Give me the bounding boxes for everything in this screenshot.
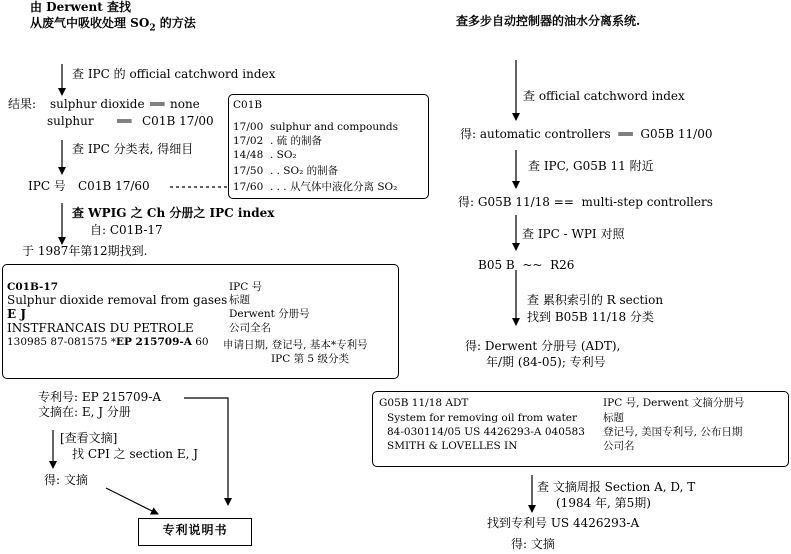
right-step4a: 查 累积索引的 R section	[527, 293, 664, 307]
c01b-box-title: C01B	[233, 99, 263, 111]
patent-specification-box	[138, 518, 252, 546]
adt-line4: SMITH & LOVELLES IN	[387, 440, 518, 452]
ipc-value: C01B 17/60	[78, 179, 150, 193]
result1-eq-b: ══	[117, 114, 132, 128]
right-step2: 查 IPC, G05B 11 附近	[528, 159, 654, 173]
right-get-abstract: 得: 文摘	[511, 537, 555, 551]
left-step2: 查 IPC 分类表, 得细目	[72, 142, 194, 156]
left-title-line2: 从废气中吸收处理 $SO_2$ 的方法	[30, 16, 196, 34]
c01b-row: 17/00 sulphur and compounds	[233, 121, 398, 133]
left-get-abstract: 得: 文摘	[44, 473, 88, 487]
patent-specification-label: 专利说明书	[162, 523, 228, 537]
record-line2: Sulphur dioxide removal from gases	[7, 293, 228, 307]
record-ann4: 公司全名	[229, 322, 271, 334]
right-step5a: 查 文摘周报 Section A, D, T	[537, 480, 696, 494]
record-ann3: Derwent 分册号	[229, 308, 310, 320]
c01b-row: 17/60 . . . 从气体中液化分离 SO₂	[233, 181, 398, 193]
result1-val-a: none	[170, 97, 200, 111]
right-mapping: B05 B ~~ R26	[478, 258, 575, 272]
record-ann5: 申请日期, 登记号, 基本*专利号	[223, 339, 368, 351]
adt-ann2: 标题	[603, 412, 624, 424]
adt-ann4: 公司名	[603, 440, 635, 452]
left-step3-from: 自: C01B-17	[90, 223, 163, 237]
adt-line2: System for removing oil from water	[387, 412, 578, 424]
adt-line3: 84-030114/05 US 4426293-A 040583	[387, 426, 585, 438]
adt-ann3: 登记号, 美国专利号, 公布日期	[603, 426, 743, 438]
right-step5b: (1984 年, 第5期)	[556, 496, 651, 510]
right-result1: 得: automatic controllers ══ G05B 11/00	[460, 127, 713, 141]
arrow-abstract-to-spec	[106, 488, 158, 514]
abstract-location: 文摘在: E, J 分册	[38, 405, 131, 419]
adt-record-box	[372, 391, 789, 467]
ipc-label: IPC 号	[28, 179, 66, 193]
derwent-record-box	[2, 264, 399, 379]
c01b-row: 17/02 . 硫 的制备	[233, 135, 322, 147]
right-step1: 查 official catchword index	[523, 89, 685, 103]
record-ann1: IPC 号	[229, 281, 263, 293]
view-abstract: [查看文摘]	[60, 431, 118, 445]
right-result4a: 得: Derwent 分册号 (ADT),	[465, 339, 621, 353]
right-step3: 查 IPC - WPI 对照	[522, 227, 625, 241]
c01b-classification-box	[228, 94, 429, 199]
left-step3: 查 WPIG 之 Ch 分册之 IPC index	[72, 206, 275, 220]
result1-term-a: sulphur dioxide	[50, 97, 145, 111]
record-line1: C01B-17	[7, 281, 59, 293]
result1-eq-a: ══	[150, 97, 165, 111]
right-title: 查多步自动控制器的油水分离系统.	[456, 14, 641, 28]
c01b-row: 14/48 . SO₂	[233, 149, 297, 161]
left-step1: 查 IPC 的 official catchword index	[72, 67, 276, 81]
right-found-patent: 找到专利号 US 4426293-A	[487, 516, 640, 530]
find-cpi: 找 CPI 之 section E, J	[72, 447, 199, 461]
c01b-row: 17/50 . . SO₂ 的制备	[233, 165, 339, 177]
result1-label: 结果:	[8, 97, 37, 111]
right-result2: 得: G05B 11/18 == multi-step controllers	[458, 195, 713, 209]
record-line3: E J	[7, 307, 27, 321]
result1-term-b: sulphur	[47, 114, 94, 128]
result1-val-b: C01B 17/00	[142, 114, 214, 128]
record-ann6: IPC 第 5 级分类	[271, 353, 349, 365]
record-line4: INSTFRANCAIS DU PETROLE	[7, 321, 194, 335]
record-line5: 130985 87-081575 *EP 215709-A 60	[7, 336, 209, 348]
record-ann2: 标题	[229, 294, 250, 306]
patent-number: 专利号: EP 215709-A	[38, 390, 162, 404]
right-step4b: 找到 B05B 11/18 分类	[527, 310, 654, 324]
left-found: 于 1987年第12期找到.	[22, 244, 148, 258]
left-title-line1: 由 Derwent 查找	[30, 0, 131, 14]
adt-line1: G05B 11/18 ADT	[379, 397, 469, 409]
adt-ann1: IPC 号, Derwent 文摘分册号	[603, 397, 745, 409]
right-result4b: 年/期 (84-05); 专利号	[486, 355, 606, 369]
